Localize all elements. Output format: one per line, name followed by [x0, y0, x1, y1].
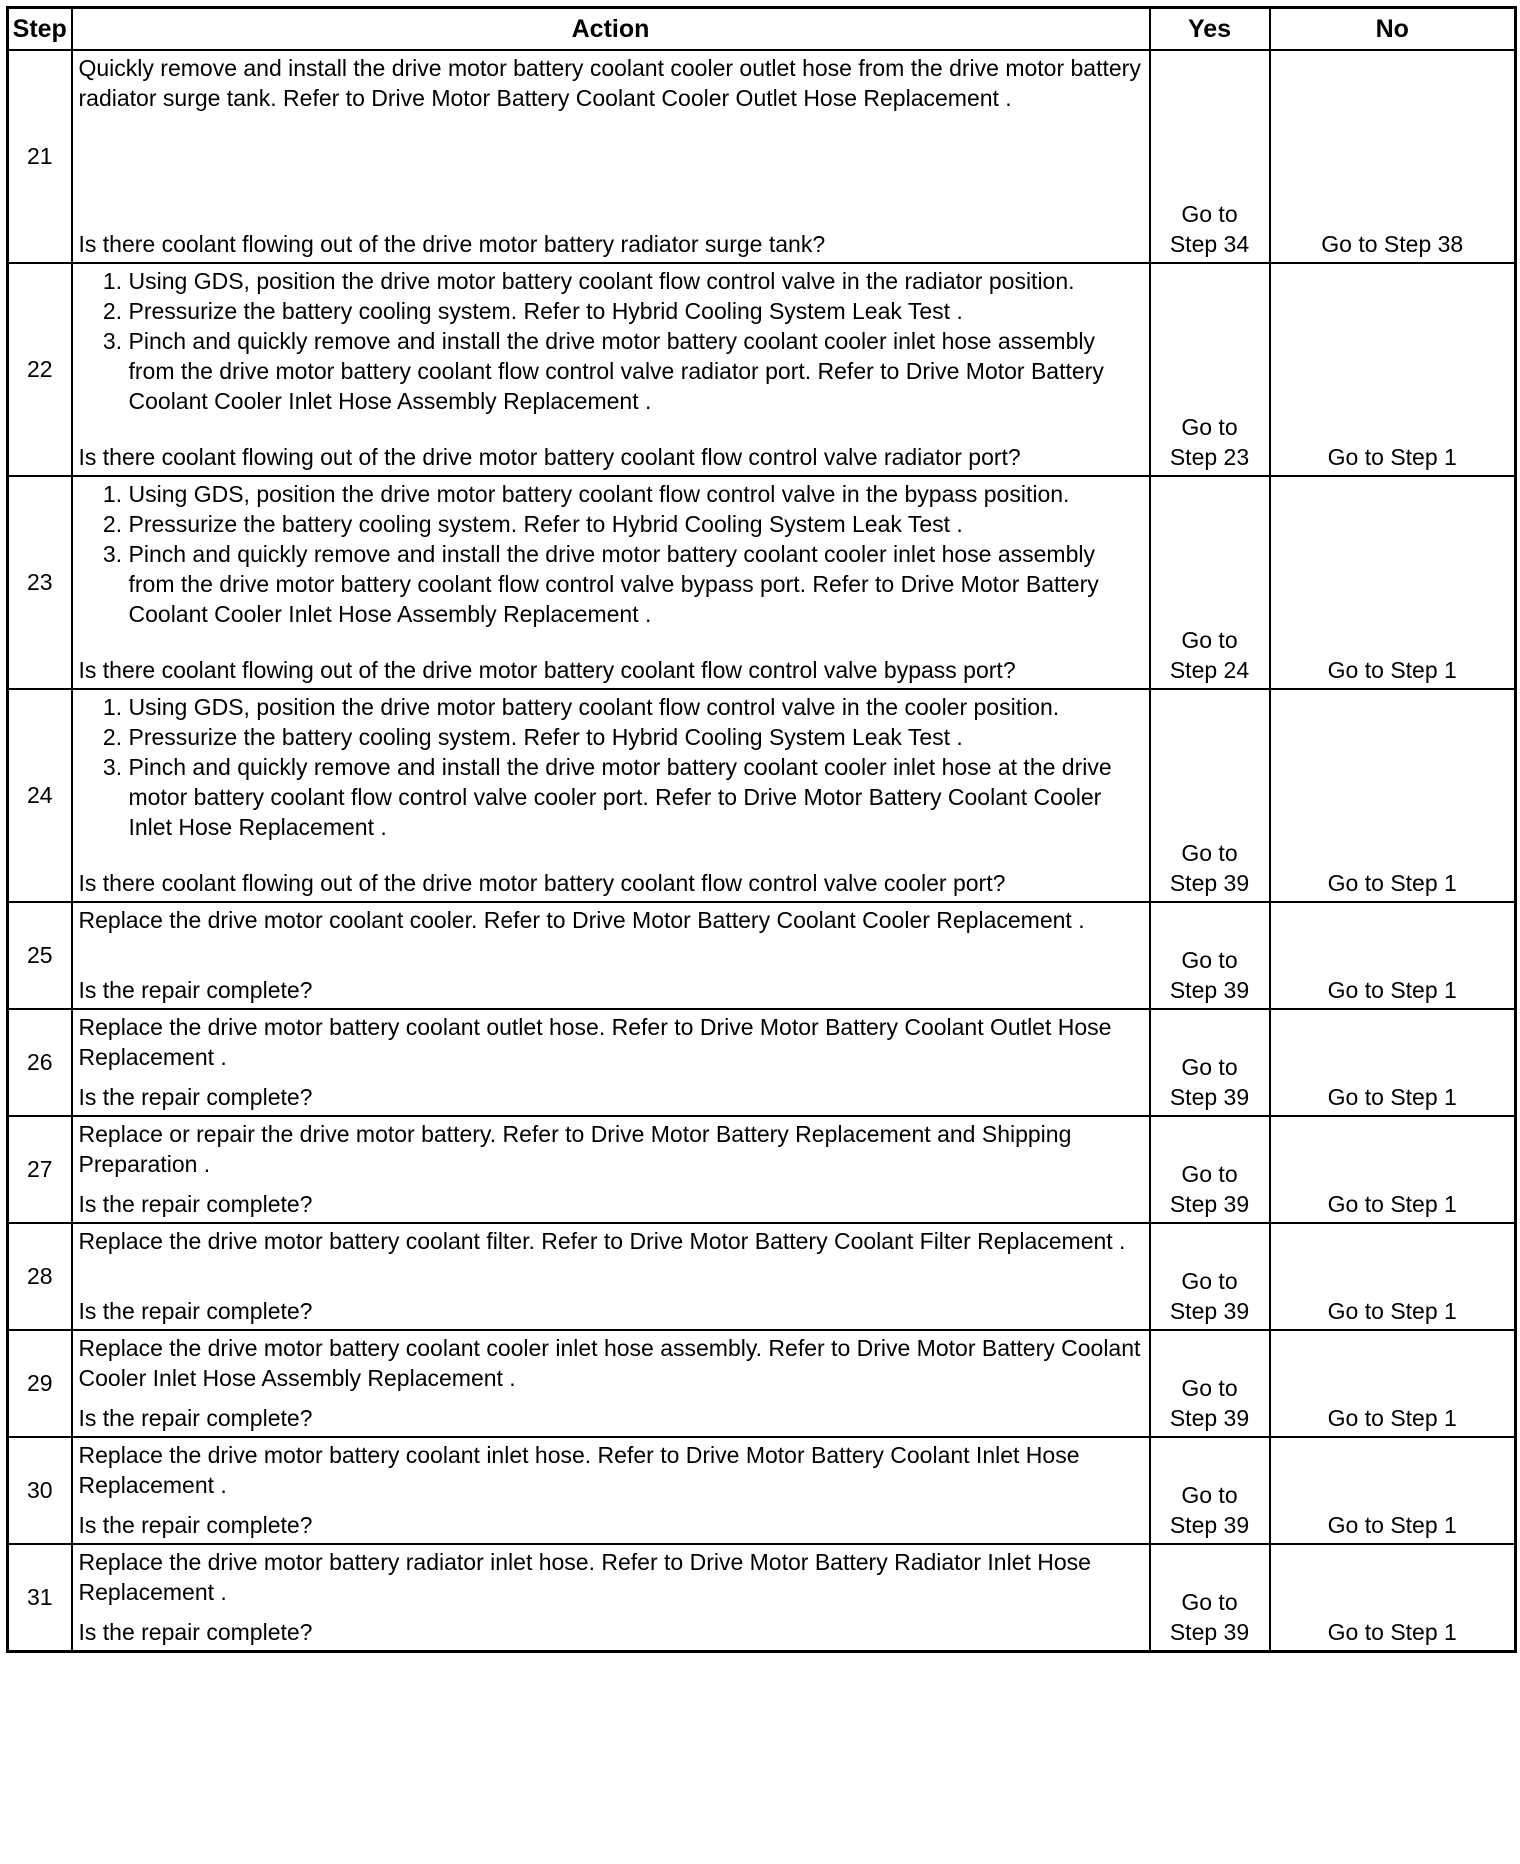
yes-goto-step[interactable]: Step 39: [1169, 1405, 1250, 1431]
action-content: [79, 1119, 1145, 1219]
diagnostic-table: [6, 6, 1517, 1653]
yes-cell: [1150, 689, 1270, 902]
question-text: Is there coolant flowing out of the drive motor battery radiator surge tank?: [78, 231, 826, 257]
question-text: Is the repair complete?: [78, 1405, 313, 1431]
action-cell: [72, 1330, 1150, 1437]
yes-goto-step[interactable]: Step 39: [1169, 1512, 1250, 1538]
no-goto-step[interactable]: Go to Step 1: [1327, 1191, 1457, 1217]
action-instructions: [79, 266, 1145, 416]
yes-goto-step[interactable]: Step 39: [1169, 977, 1250, 1003]
yes-goto-step[interactable]: Step 39: [1169, 1191, 1250, 1217]
header-action: Action: [72, 8, 1150, 51]
no-cell: [1270, 1009, 1516, 1116]
yes-cell: [1150, 902, 1270, 1009]
procedure-item: 2. Pressurize the battery cooling system. Refer to Hybrid Cooling System Leak Test .: [129, 722, 1145, 752]
no-goto-step[interactable]: Go to Step 1: [1327, 1619, 1457, 1645]
step-number: 24: [8, 689, 72, 902]
yes-cell: [1150, 1437, 1270, 1544]
no-cell: [1270, 476, 1516, 689]
no-cell: [1270, 263, 1516, 476]
no-cell: [1270, 902, 1516, 1009]
table-row: [8, 263, 1516, 476]
action-content: [79, 1012, 1145, 1112]
no-goto-step[interactable]: Go to Step 38: [1321, 231, 1464, 257]
yes-goto-step[interactable]: Step 39: [1169, 1298, 1250, 1324]
yes-goto-label[interactable]: Go to: [1181, 414, 1238, 440]
yes-goto-step[interactable]: Step 24: [1169, 657, 1250, 683]
no-goto-step[interactable]: Go to Step 1: [1327, 870, 1457, 896]
action-instructions: [79, 479, 1145, 629]
action-content: [79, 1226, 1145, 1326]
action-intro-text: Quickly remove and install the drive motor battery coolant cooler outlet hose from the drive motor battery radiator surge tank. Refer to Drive Motor Battery Coolant Cooler Outlet Hose Replacement .: [78, 55, 1141, 111]
table-row: [8, 689, 1516, 902]
table-row: [8, 1009, 1516, 1116]
action-cell: [72, 263, 1150, 476]
yes-cell: [1150, 1544, 1270, 1652]
action-cell: [72, 1116, 1150, 1223]
question-text: Is there coolant flowing out of the drive motor battery coolant flow control valve bypass port?: [78, 657, 1016, 683]
table-row: [8, 50, 1516, 263]
question-text: Is there coolant flowing out of the drive motor battery coolant flow control valve cooler port?: [78, 870, 1006, 896]
procedure-item: 3. Pinch and quickly remove and install the drive motor battery coolant cooler inlet hose at the drive motor battery coolant flow control valve cooler port. Refer to Drive Motor Battery Coolant Cooler Inlet Hose Replacement .: [129, 752, 1145, 842]
no-cell: [1270, 1437, 1516, 1544]
action-cell: [72, 1437, 1150, 1544]
yes-goto-label[interactable]: Go to: [1181, 1589, 1238, 1615]
procedure-list: [79, 692, 1145, 842]
action-cell: [72, 902, 1150, 1009]
yes-goto-label[interactable]: Go to: [1181, 1482, 1238, 1508]
yes-cell: [1150, 50, 1270, 263]
yes-goto-label[interactable]: Go to: [1181, 1375, 1238, 1401]
question-text: Is the repair complete?: [78, 1512, 313, 1538]
action-instructions: [79, 905, 1145, 935]
table-body: [8, 50, 1516, 1652]
action-instructions: [79, 1119, 1145, 1179]
action-content: [79, 1333, 1145, 1433]
header-step: Step: [8, 8, 72, 51]
header-row: [8, 8, 1516, 51]
yes-cell: [1150, 1116, 1270, 1223]
no-goto-step[interactable]: Go to Step 1: [1327, 1084, 1457, 1110]
no-goto-step[interactable]: Go to Step 1: [1327, 1405, 1457, 1431]
table-row: [8, 476, 1516, 689]
yes-goto-label[interactable]: Go to: [1181, 1268, 1238, 1294]
step-number: 21: [8, 50, 72, 263]
action-cell: [72, 1544, 1150, 1652]
action-cell: [72, 50, 1150, 263]
action-intro-text: Replace the drive motor battery coolant outlet hose. Refer to Drive Motor Battery Coolant Outlet Hose Replacement .: [78, 1014, 1112, 1070]
table-row: [8, 902, 1516, 1009]
action-content: [79, 905, 1145, 1005]
no-cell: [1270, 50, 1516, 263]
no-cell: [1270, 1223, 1516, 1330]
action-instructions: [79, 1012, 1145, 1072]
action-instructions: [79, 692, 1145, 842]
procedure-item: 3. Pinch and quickly remove and install the drive motor battery coolant cooler inlet hose assembly from the drive motor battery coolant flow control valve bypass port. Refer to Drive Motor Battery Coolant Cooler Inlet Hose Assembly Replacement .: [129, 539, 1145, 629]
action-instructions: [79, 1440, 1145, 1500]
yes-cell: [1150, 1009, 1270, 1116]
step-number: 23: [8, 476, 72, 689]
table-row: [8, 1544, 1516, 1652]
procedure-item: 1. Using GDS, position the drive motor battery coolant flow control valve in the radiator position.: [129, 266, 1145, 296]
step-number: 25: [8, 902, 72, 1009]
yes-goto-step[interactable]: Step 23: [1169, 444, 1250, 470]
procedure-item: 3. Pinch and quickly remove and install the drive motor battery coolant cooler inlet hose assembly from the drive motor battery coolant flow control valve radiator port. Refer to Drive Motor Battery Coolant Cooler Inlet Hose Assembly Replacement .: [129, 326, 1145, 416]
header-no: No: [1270, 8, 1516, 51]
action-cell: [72, 689, 1150, 902]
step-number: 28: [8, 1223, 72, 1330]
action-cell: [72, 1223, 1150, 1330]
action-instructions: [79, 1333, 1145, 1393]
question-text: Is the repair complete?: [78, 1191, 313, 1217]
question-text: Is the repair complete?: [78, 977, 313, 1003]
action-intro-text: Replace the drive motor battery radiator inlet hose. Refer to Drive Motor Battery Radiator Inlet Hose Replacement .: [78, 1549, 1091, 1605]
table-row: [8, 1116, 1516, 1223]
question-text: Is the repair complete?: [78, 1298, 313, 1324]
question-text: Is the repair complete?: [78, 1619, 313, 1645]
yes-goto-label[interactable]: Go to: [1181, 947, 1238, 973]
no-goto-step[interactable]: Go to Step 1: [1327, 1298, 1457, 1324]
procedure-list: [79, 266, 1145, 416]
no-goto-step[interactable]: Go to Step 1: [1327, 657, 1457, 683]
no-goto-step[interactable]: Go to Step 1: [1327, 1512, 1457, 1538]
action-instructions: [79, 1226, 1145, 1256]
no-cell: [1270, 1330, 1516, 1437]
question-text: Is the repair complete?: [78, 1084, 313, 1110]
yes-goto-step[interactable]: Step 34: [1169, 231, 1250, 257]
step-number: 22: [8, 263, 72, 476]
yes-goto-step[interactable]: Step 39: [1169, 870, 1250, 896]
no-cell: [1270, 1116, 1516, 1223]
no-cell: [1270, 1544, 1516, 1652]
table-row: [8, 1330, 1516, 1437]
yes-cell: [1150, 476, 1270, 689]
no-goto-step[interactable]: Go to Step 1: [1327, 977, 1457, 1003]
action-content: [79, 1440, 1145, 1540]
procedure-item: 1. Using GDS, position the drive motor battery coolant flow control valve in the cooler position.: [129, 692, 1145, 722]
step-number: 31: [8, 1544, 72, 1652]
header-yes: Yes: [1150, 8, 1270, 51]
yes-goto-label[interactable]: Go to: [1181, 840, 1238, 866]
step-number: 29: [8, 1330, 72, 1437]
action-intro-text: Replace the drive motor coolant cooler. Refer to Drive Motor Battery Coolant Cooler Replacement .: [78, 907, 1085, 933]
action-intro-text: Replace the drive motor battery coolant cooler inlet hose assembly. Refer to Drive Motor Battery Coolant Cooler Inlet Hose Assembly Replacement .: [78, 1335, 1141, 1391]
action-intro-text: Replace or repair the drive motor battery. Refer to Drive Motor Battery Replacement and Shipping Preparation .: [78, 1121, 1072, 1177]
yes-cell: [1150, 1223, 1270, 1330]
action-instructions: [79, 53, 1145, 113]
yes-goto-step[interactable]: Step 39: [1169, 1084, 1250, 1110]
yes-cell: [1150, 1330, 1270, 1437]
yes-goto-label[interactable]: Go to: [1181, 1161, 1238, 1187]
action-content: [79, 479, 1145, 685]
action-cell: [72, 476, 1150, 689]
question-text: Is there coolant flowing out of the drive motor battery coolant flow control valve radiator port?: [78, 444, 1021, 470]
yes-goto-label[interactable]: Go to: [1181, 1054, 1238, 1080]
yes-goto-step[interactable]: Step 39: [1169, 1619, 1250, 1645]
action-content: [79, 1547, 1145, 1647]
step-number: 26: [8, 1009, 72, 1116]
yes-cell: [1150, 263, 1270, 476]
action-cell: [72, 1009, 1150, 1116]
step-number: 27: [8, 1116, 72, 1223]
action-content: [79, 53, 1145, 259]
table-row: [8, 1437, 1516, 1544]
action-content: [79, 266, 1145, 472]
procedure-item: 1. Using GDS, position the drive motor battery coolant flow control valve in the bypass position.: [129, 479, 1145, 509]
no-goto-step[interactable]: Go to Step 1: [1327, 444, 1457, 470]
procedure-item: 2. Pressurize the battery cooling system. Refer to Hybrid Cooling System Leak Test .: [129, 509, 1145, 539]
action-instructions: [79, 1547, 1145, 1607]
no-cell: [1270, 689, 1516, 902]
step-number: 30: [8, 1437, 72, 1544]
yes-goto-label[interactable]: Go to: [1181, 627, 1238, 653]
procedure-list: [79, 479, 1145, 629]
yes-goto-label[interactable]: Go to: [1181, 201, 1238, 227]
procedure-item: 2. Pressurize the battery cooling system. Refer to Hybrid Cooling System Leak Test .: [129, 296, 1145, 326]
action-intro-text: Replace the drive motor battery coolant inlet hose. Refer to Drive Motor Battery Coolant Inlet Hose Replacement .: [78, 1442, 1080, 1498]
action-intro-text: Replace the drive motor battery coolant filter. Refer to Drive Motor Battery Coolant Filter Replacement .: [78, 1228, 1126, 1254]
table-row: [8, 1223, 1516, 1330]
action-content: [79, 692, 1145, 898]
